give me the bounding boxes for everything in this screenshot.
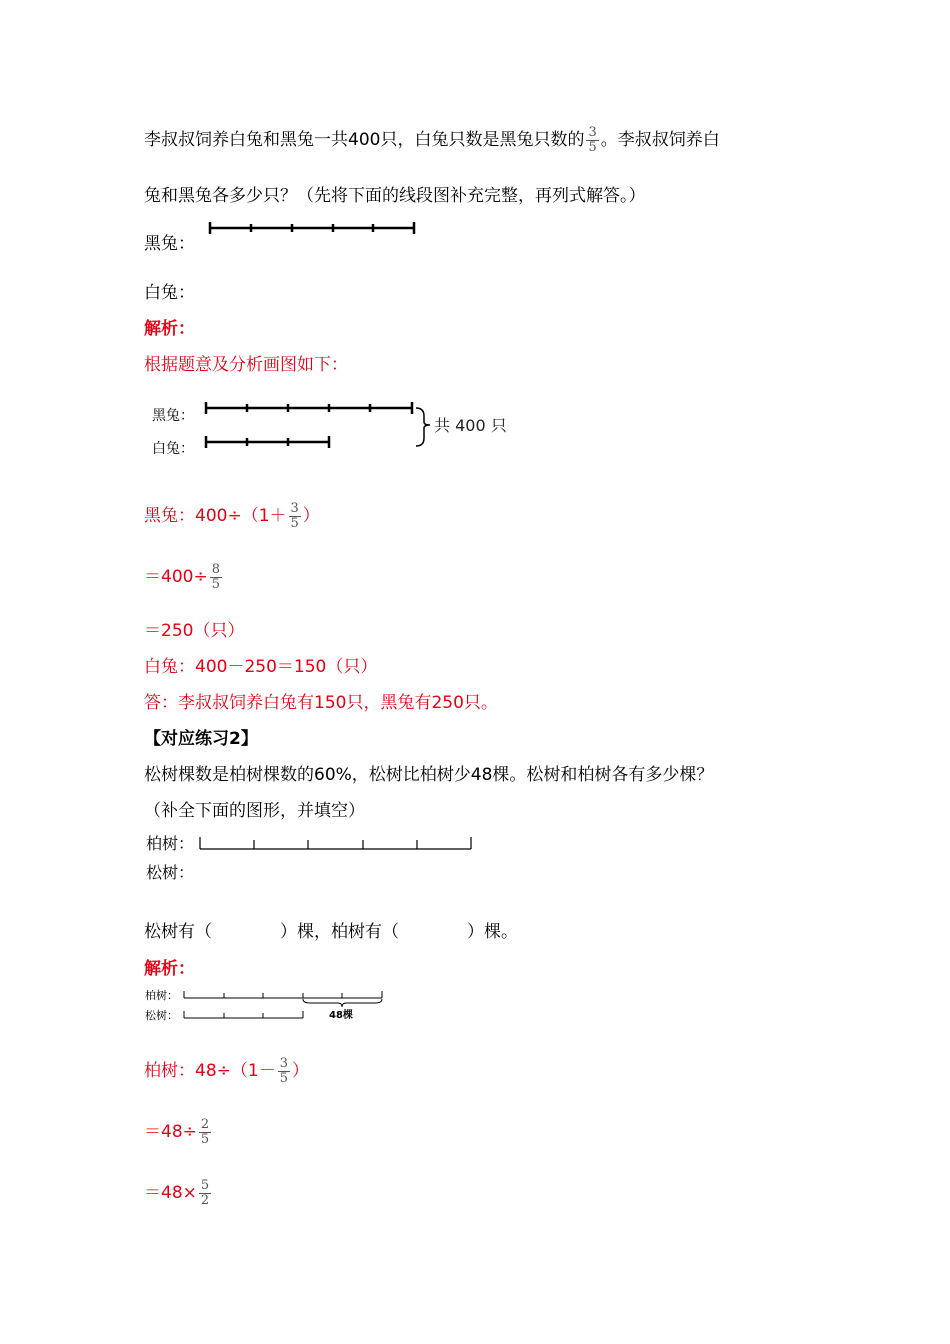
solution1-diagram-label-black: 黑兔： (152, 408, 194, 424)
solution1-step4: 白兔：400－250＝150（只） (144, 657, 378, 677)
fraction-numerator: 2 (200, 1116, 210, 1132)
fraction-denominator: 5 (588, 139, 597, 155)
solution2-step3 (144, 1169, 213, 1217)
problem1-line1-after: 。李叔叔饲养白 (600, 130, 720, 150)
fraction-numerator: 3 (588, 124, 597, 140)
fraction-denominator: 5 (290, 515, 299, 531)
solution1-diagram-label-white: 白兔： (152, 441, 194, 457)
solution1-step2-prefix: ＝400÷ (144, 567, 208, 587)
solution2-diagram-diff: 48棵 (329, 1010, 353, 1021)
exercise2-label-cypress: 柏树： (146, 834, 195, 853)
fraction-denominator: 5 (279, 1070, 288, 1086)
solution2-step3-prefix: ＝48× (144, 1183, 197, 1203)
solution2-step2-fraction (199, 1118, 211, 1147)
solution2-step1 (144, 1047, 309, 1095)
fraction-numerator: 8 (211, 561, 220, 577)
solution2-step1-fraction (278, 1057, 290, 1086)
solution1-answer: 答：李叔叔饲养白兔有150只，黑兔有250只。 (144, 693, 498, 713)
solution1-diagram-total: 共 400 只 (434, 416, 507, 435)
fraction-numerator: 5 (200, 1177, 210, 1193)
solution1-intro: 根据题意及分析画图如下： (144, 355, 348, 375)
problem1-label-black: 黑兔： (144, 234, 195, 254)
exercise2-fill-blank: 松树有（ ）棵，柏树有（ ）棵。 (144, 922, 518, 942)
solution2-step2 (144, 1108, 213, 1156)
solution1-step3: ＝250（只） (144, 621, 245, 641)
exercise2-title: 【对应练习2】 (144, 729, 258, 749)
problem1-line2: 兔和黑兔各多少只？（先将下面的线段图补充完整，再列式解答。） (144, 186, 646, 206)
solution1-step1-suffix: ） (302, 506, 320, 526)
solution2-step3-fraction (199, 1179, 211, 1208)
problem1-label-white: 白兔： (144, 283, 195, 303)
solution2-step1-prefix: 柏树：48÷（1－ (144, 1061, 276, 1081)
solution2-heading: 解析： (144, 959, 195, 979)
solution2-step1-suffix: ） (291, 1061, 309, 1081)
solution2-step2-prefix: ＝48÷ (144, 1122, 197, 1142)
problem1-line1-before: 李叔叔饲养白兔和黑兔一共400只，白兔只数是黑兔只数的 (144, 130, 585, 150)
exercise2-label-pine: 松树： (146, 863, 195, 882)
exercise2-question: 松树棵数是柏树棵数的60%，松树比柏树少48棵。松树和柏树各有多少棵？ (144, 765, 714, 785)
solution1-heading: 解析： (144, 319, 195, 339)
fraction-denominator: 5 (211, 576, 220, 592)
fraction-numerator: 3 (279, 1055, 288, 1071)
exercise2-instruction: （补全下面的图形，并填空） (144, 801, 365, 821)
fraction-denominator: 5 (200, 1131, 210, 1147)
solution2-diagram-label-cypress: 柏树： (145, 989, 178, 1002)
fraction-denominator: 2 (200, 1192, 210, 1208)
solution1-step1-prefix: 黑兔：400÷（1＋ (144, 506, 287, 526)
solution2-diagram-label-pine: 松树： (145, 1009, 178, 1022)
fraction-numerator: 3 (290, 500, 299, 516)
